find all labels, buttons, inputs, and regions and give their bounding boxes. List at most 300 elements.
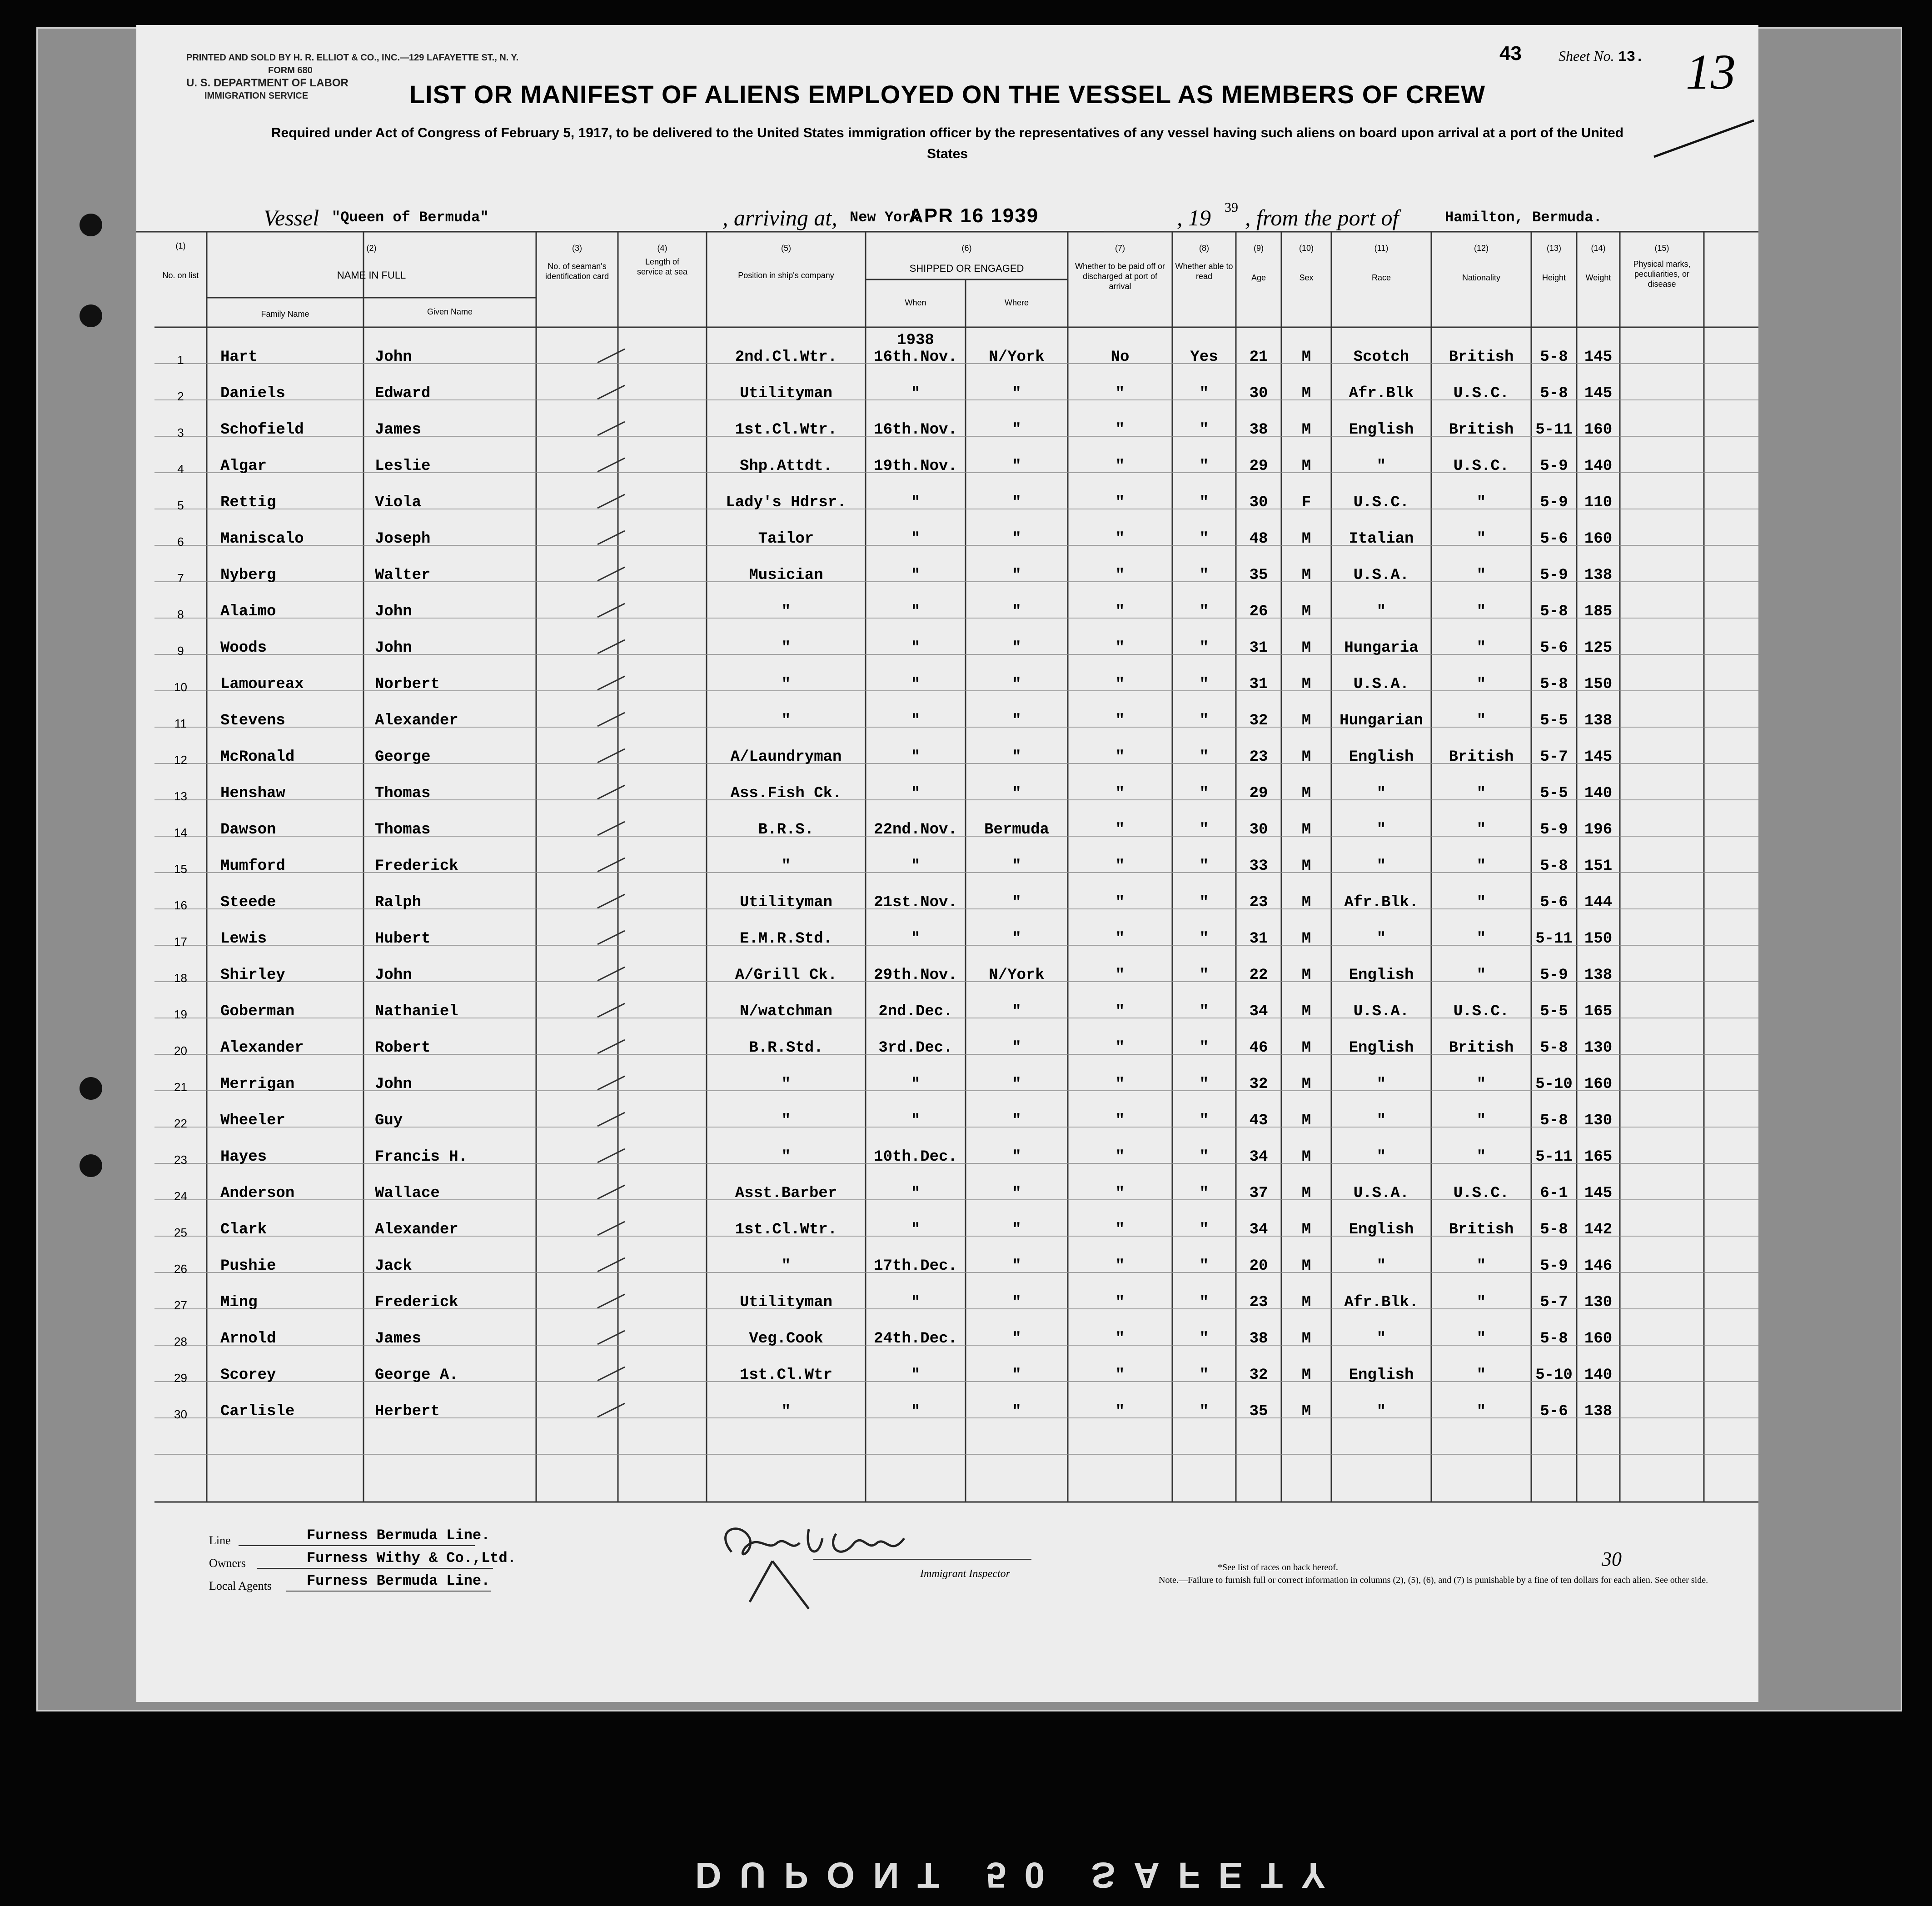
- agents-underline: [286, 1591, 491, 1592]
- check-mark: [595, 1001, 627, 1019]
- nationality: U.S.C.: [1453, 458, 1509, 475]
- sex: M: [1301, 676, 1311, 693]
- shipped-when: ": [911, 1403, 921, 1420]
- position: A/Grill Ck.: [735, 967, 837, 984]
- able-to-read: ": [1199, 603, 1209, 620]
- race: U.S.A.: [1353, 1003, 1409, 1020]
- sex: M: [1301, 930, 1311, 948]
- shipped-when: 19th.Nov.: [874, 458, 957, 475]
- row-number: 12: [174, 753, 187, 767]
- check-mark: [595, 710, 627, 728]
- able-to-read: ": [1199, 1076, 1209, 1093]
- row-number: 9: [177, 644, 184, 658]
- check-mark: [595, 565, 627, 583]
- race: English: [1349, 748, 1414, 766]
- col-10-num: (10): [1299, 244, 1314, 253]
- shipped-where: ": [1012, 1148, 1021, 1166]
- able-to-read: ": [1199, 1403, 1209, 1420]
- sex: M: [1301, 1148, 1311, 1166]
- given-name: Frederick: [375, 1294, 458, 1311]
- col-9-num: (9): [1254, 244, 1264, 253]
- sex: M: [1301, 858, 1311, 875]
- row-number: 28: [174, 1335, 187, 1348]
- row-number: 15: [174, 862, 187, 876]
- check-mark: [595, 747, 627, 765]
- given-name: John: [375, 967, 412, 984]
- sex: M: [1301, 748, 1311, 766]
- row-number: 21: [174, 1080, 187, 1094]
- able-to-read: ": [1199, 712, 1209, 729]
- col-6-num: (6): [961, 244, 972, 253]
- col-15-label: Physical marks, peculiarities, or disease: [1633, 259, 1691, 289]
- family-name: Goberman: [220, 1003, 295, 1020]
- shipped-where: ": [1012, 858, 1021, 875]
- col-6b-label: Where: [1004, 298, 1029, 307]
- age: 29: [1249, 785, 1268, 802]
- age: 48: [1249, 530, 1268, 548]
- position: 2nd.Cl.Wtr.: [735, 349, 837, 366]
- shipped-where: ": [1012, 494, 1021, 511]
- shipped-where: ": [1012, 385, 1021, 402]
- col-4-label: Length of service at sea: [637, 257, 688, 276]
- film-edge-marking: DUPONT 50 SAFETY: [695, 1855, 1344, 1896]
- paid-off: ": [1115, 530, 1125, 548]
- height: 5-9: [1540, 1257, 1568, 1275]
- weight: 142: [1584, 1221, 1613, 1238]
- able-to-read: ": [1199, 1221, 1209, 1238]
- department: U. S. DEPARTMENT OF LABOR: [186, 77, 349, 89]
- sex: M: [1301, 530, 1311, 548]
- position: ": [781, 1076, 791, 1093]
- nationality: U.S.C.: [1453, 385, 1509, 402]
- given-name: James: [375, 1330, 422, 1347]
- weight: 165: [1584, 1148, 1613, 1166]
- age: 23: [1249, 894, 1268, 911]
- family-name: Carlisle: [220, 1403, 295, 1420]
- col-5-label: Position in ship's company: [738, 271, 834, 280]
- position: Utilityman: [739, 1294, 833, 1311]
- paid-off: ": [1115, 748, 1125, 766]
- row-number: 25: [174, 1226, 187, 1239]
- race: English: [1349, 421, 1414, 439]
- weight: 138: [1584, 567, 1613, 584]
- sex: M: [1301, 567, 1311, 584]
- able-to-read: ": [1199, 1185, 1209, 1202]
- check-mark: [595, 419, 627, 438]
- check-mark: [595, 1256, 627, 1274]
- family-name: Wheeler: [220, 1112, 285, 1129]
- able-to-read: ": [1199, 458, 1209, 475]
- paid-off: ": [1115, 930, 1125, 948]
- row-number: 4: [177, 462, 184, 476]
- nationality: British: [1449, 1221, 1514, 1238]
- age: 34: [1249, 1148, 1268, 1166]
- nationality: ": [1476, 639, 1486, 657]
- race: U.S.A.: [1353, 1185, 1409, 1202]
- sex: M: [1301, 1039, 1311, 1057]
- position: ": [781, 639, 791, 657]
- given-name: Edward: [375, 385, 431, 402]
- age: 35: [1249, 567, 1268, 584]
- age: 29: [1249, 458, 1268, 475]
- given-name: Ralph: [375, 894, 422, 911]
- year-1938: 1938: [897, 332, 934, 349]
- shipped-where: ": [1012, 930, 1021, 948]
- shipped-when: 3rd.Dec.: [878, 1039, 953, 1057]
- position: Veg.Cook: [749, 1330, 823, 1347]
- family-name: Ming: [220, 1294, 258, 1311]
- race: U.S.A.: [1353, 676, 1409, 693]
- paid-off: ": [1115, 785, 1125, 802]
- age: 43: [1249, 1112, 1268, 1129]
- col-2a-label: Family Name: [261, 309, 309, 319]
- able-to-read: ": [1199, 385, 1209, 402]
- position: Utilityman: [739, 385, 833, 402]
- check-mark: [595, 1328, 627, 1347]
- height: 5-8: [1540, 385, 1568, 402]
- position: 1st.Cl.Wtr.: [735, 421, 837, 439]
- check-mark: [595, 1401, 627, 1419]
- check-mark: [595, 819, 627, 838]
- owners-underline: [257, 1568, 493, 1569]
- paid-off: ": [1115, 1185, 1125, 1202]
- penalty-note: Note.—Failure to furnish full or correct information in columns (2), (5), (6), and (7) is punishable by a fine of ten dollars for each alien. See other side.: [1159, 1575, 1708, 1585]
- position: ": [781, 1403, 791, 1420]
- paid-off: ": [1115, 821, 1125, 838]
- shipped-where: ": [1012, 1003, 1021, 1020]
- nationality: ": [1476, 676, 1486, 693]
- nationality: British: [1449, 421, 1514, 439]
- age: 37: [1249, 1185, 1268, 1202]
- shipped-when: ": [911, 567, 921, 584]
- race: ": [1376, 1148, 1386, 1166]
- paid-off: ": [1115, 1076, 1125, 1093]
- age: 26: [1249, 603, 1268, 620]
- family-name: Mumford: [220, 858, 285, 875]
- weight: 160: [1584, 1076, 1613, 1093]
- height: 5-8: [1540, 1039, 1568, 1057]
- family-name: Alexander: [220, 1039, 304, 1057]
- row-number: 16: [174, 898, 187, 912]
- shipped-when: ": [911, 785, 921, 802]
- row-number: 2: [177, 389, 184, 403]
- check-mark: [595, 492, 627, 510]
- given-name: Viola: [375, 494, 422, 511]
- nationality: ": [1476, 821, 1486, 838]
- able-to-read: ": [1199, 1112, 1209, 1129]
- weight: 145: [1584, 385, 1613, 402]
- shipped-where: ": [1012, 748, 1021, 766]
- nationality: ": [1476, 1112, 1486, 1129]
- family-name: Nyberg: [220, 567, 276, 584]
- position: B.R.Std.: [749, 1039, 823, 1057]
- check-mark: [595, 1219, 627, 1237]
- family-name: Daniels: [220, 385, 285, 402]
- family-name: Clark: [220, 1221, 267, 1238]
- paid-off: ": [1115, 458, 1125, 475]
- paid-off: ": [1115, 894, 1125, 911]
- given-name: John: [375, 603, 412, 620]
- able-to-read: Yes: [1190, 349, 1218, 366]
- shipped-where: ": [1012, 458, 1021, 475]
- age: 22: [1249, 967, 1268, 984]
- age: 21: [1249, 349, 1268, 366]
- family-name: Pushie: [220, 1257, 276, 1275]
- sex: M: [1301, 385, 1311, 402]
- inspector-label: Immigrant Inspector: [920, 1568, 1010, 1580]
- race: Hungaria: [1344, 639, 1419, 657]
- age: 38: [1249, 1330, 1268, 1347]
- shipped-where: ": [1012, 894, 1021, 911]
- paid-off: ": [1115, 967, 1125, 984]
- sex: M: [1301, 967, 1311, 984]
- family-name: Henshaw: [220, 785, 285, 802]
- race: ": [1376, 858, 1386, 875]
- row-number: 29: [174, 1371, 187, 1385]
- row-number: 1: [177, 353, 184, 367]
- sex: M: [1301, 1185, 1311, 1202]
- age: 31: [1249, 930, 1268, 948]
- able-to-read: ": [1199, 421, 1209, 439]
- given-name: Nathaniel: [375, 1003, 458, 1020]
- service: IMMIGRATION SERVICE: [204, 91, 309, 101]
- paid-off: ": [1115, 1403, 1125, 1420]
- col-5-num: (5): [781, 244, 791, 253]
- height: 5-6: [1540, 894, 1568, 911]
- shipped-where: Bermuda: [984, 821, 1049, 838]
- weight: 130: [1584, 1112, 1613, 1129]
- able-to-read: ": [1199, 785, 1209, 802]
- shipped-when: ": [911, 748, 921, 766]
- paid-off: ": [1115, 567, 1125, 584]
- age: 34: [1249, 1003, 1268, 1020]
- row-number: 6: [177, 535, 184, 549]
- inspector-signature: [704, 1511, 941, 1620]
- vessel-label: Vessel: [264, 205, 319, 230]
- row-number: 18: [174, 971, 187, 985]
- family-name: Arnold: [220, 1330, 276, 1347]
- shipped-where: ": [1012, 603, 1021, 620]
- shipped-when: ": [911, 385, 921, 402]
- position: Tailor: [758, 530, 814, 548]
- age: 32: [1249, 712, 1268, 729]
- shipped-when: ": [911, 1294, 921, 1311]
- shipped-when: 16th.Nov.: [874, 349, 957, 366]
- able-to-read: ": [1199, 530, 1209, 548]
- shipped-where: ": [1012, 712, 1021, 729]
- paid-off: ": [1115, 1221, 1125, 1238]
- shipped-when: 16th.Nov.: [874, 421, 957, 439]
- nationality: ": [1476, 785, 1486, 802]
- family-name: Anderson: [220, 1185, 295, 1202]
- col-6a-label: When: [905, 298, 926, 307]
- given-name: John: [375, 639, 412, 657]
- check-mark: [595, 347, 627, 365]
- able-to-read: ": [1199, 567, 1209, 584]
- check-mark: [595, 1147, 627, 1165]
- sex: M: [1301, 458, 1311, 475]
- col-14-num: (14): [1591, 244, 1606, 253]
- col-8-num: (8): [1199, 244, 1209, 253]
- weight: 140: [1584, 1367, 1613, 1384]
- given-name: James: [375, 421, 422, 439]
- nationality: ": [1476, 1367, 1486, 1384]
- paid-off: ": [1115, 858, 1125, 875]
- race: Afr.Blk.: [1344, 894, 1419, 911]
- family-name: Steede: [220, 894, 276, 911]
- age: 35: [1249, 1403, 1268, 1420]
- height: 5-5: [1540, 785, 1568, 802]
- line-underline: [239, 1545, 475, 1546]
- position: A/Laundryman: [730, 748, 842, 766]
- position: ": [781, 676, 791, 693]
- sex: M: [1301, 1367, 1311, 1384]
- given-name: Leslie: [375, 458, 431, 475]
- check-mark: [595, 1110, 627, 1128]
- weight: 145: [1584, 349, 1613, 366]
- sex: F: [1301, 494, 1311, 511]
- height: 5-8: [1540, 603, 1568, 620]
- row-number: 24: [174, 1189, 187, 1203]
- row-number: 11: [174, 717, 187, 730]
- sheet-label: Sheet No.: [1559, 48, 1614, 64]
- shipped-when: ": [911, 1185, 921, 1202]
- weight: 165: [1584, 1003, 1613, 1020]
- row-number: 19: [174, 1008, 187, 1021]
- nationality: British: [1449, 349, 1514, 366]
- height: 5-6: [1540, 1403, 1568, 1420]
- year-value: 39: [1225, 200, 1238, 215]
- height: 5-8: [1540, 858, 1568, 875]
- race: ": [1376, 1076, 1386, 1093]
- position: N/watchman: [739, 1003, 833, 1020]
- position: Asst.Barber: [735, 1185, 837, 1202]
- paid-off: ": [1115, 421, 1125, 439]
- weight: 138: [1584, 712, 1613, 729]
- sex: M: [1301, 349, 1311, 366]
- nationality: ": [1476, 1330, 1486, 1347]
- shipped-when: ": [911, 530, 921, 548]
- nationality: ": [1476, 1403, 1486, 1420]
- paid-off: ": [1115, 385, 1125, 402]
- shipped-where: ": [1012, 1185, 1021, 1202]
- shipped-when: ": [911, 1221, 921, 1238]
- family-name: Scorey: [220, 1367, 276, 1384]
- agents-label: Local Agents: [209, 1579, 272, 1592]
- paid-off: ": [1115, 1112, 1125, 1129]
- row-number: 23: [174, 1153, 187, 1167]
- race: English: [1349, 967, 1414, 984]
- footnote: [1159, 1561, 1727, 1587]
- weight: 196: [1584, 821, 1613, 838]
- nationality: ": [1476, 494, 1486, 511]
- col-9-label: Age: [1251, 273, 1266, 282]
- shipped-when: ": [911, 712, 921, 729]
- race: English: [1349, 1367, 1414, 1384]
- weight: 110: [1584, 494, 1613, 511]
- weight: 140: [1584, 785, 1613, 802]
- race: ": [1376, 458, 1386, 475]
- given-name: Jack: [375, 1257, 412, 1275]
- weight: 150: [1584, 930, 1613, 948]
- able-to-read: ": [1199, 676, 1209, 693]
- paid-off: ": [1115, 603, 1125, 620]
- age: 38: [1249, 421, 1268, 439]
- paid-off: ": [1115, 1330, 1125, 1347]
- age: 33: [1249, 858, 1268, 875]
- position: 1st.Cl.Wtr.: [735, 1221, 837, 1238]
- nationality: ": [1476, 858, 1486, 875]
- height: 5-7: [1540, 1294, 1568, 1311]
- sex: M: [1301, 639, 1311, 657]
- height: 5-8: [1540, 1112, 1568, 1129]
- nationality: ": [1476, 1294, 1486, 1311]
- age: 30: [1249, 385, 1268, 402]
- given-name: John: [375, 349, 412, 366]
- age: 23: [1249, 1294, 1268, 1311]
- check-mark: [595, 1292, 627, 1310]
- col-8-label: Whether able to read: [1175, 262, 1233, 281]
- col-13-label: Height: [1542, 273, 1566, 282]
- height: 5-9: [1540, 494, 1568, 511]
- age: 20: [1249, 1257, 1268, 1275]
- weight: 150: [1584, 676, 1613, 693]
- weight: 185: [1584, 603, 1613, 620]
- row-number: 17: [174, 935, 187, 948]
- shipped-when: ": [911, 1367, 921, 1384]
- able-to-read: ": [1199, 748, 1209, 766]
- able-to-read: ": [1199, 967, 1209, 984]
- race: ": [1376, 603, 1386, 620]
- paid-off: ": [1115, 712, 1125, 729]
- shipped-where: ": [1012, 1403, 1021, 1420]
- given-name: Guy: [375, 1112, 403, 1129]
- nationality: U.S.C.: [1453, 1003, 1509, 1020]
- nationality: ": [1476, 1257, 1486, 1275]
- binder-hole: [80, 1154, 102, 1177]
- position: E.M.R.Std.: [739, 930, 833, 948]
- age: 31: [1249, 639, 1268, 657]
- check-mark: [595, 674, 627, 692]
- agents-value: Furness Bermuda Line.: [307, 1572, 490, 1589]
- sex: M: [1301, 1294, 1311, 1311]
- nationality: ": [1476, 530, 1486, 548]
- nationality: ": [1476, 967, 1486, 984]
- paid-off: ": [1115, 1257, 1125, 1275]
- check-mark: [595, 856, 627, 874]
- manifest-sheet: [136, 25, 1758, 1702]
- shipped-where: ": [1012, 639, 1021, 657]
- position: ": [781, 603, 791, 620]
- race: Scotch: [1353, 349, 1409, 366]
- paid-off: ": [1115, 494, 1125, 511]
- race: English: [1349, 1039, 1414, 1057]
- family-name: Maniscalo: [220, 530, 304, 548]
- page-title: LIST OR MANIFEST OF ALIENS EMPLOYED ON THE VESSEL AS MEMBERS OF CREW: [409, 80, 1486, 109]
- family-name: Shirley: [220, 967, 285, 984]
- row-number: 7: [177, 571, 184, 585]
- shipped-where: ": [1012, 1294, 1021, 1311]
- height: 5-9: [1540, 821, 1568, 838]
- col-12-label: Nationality: [1462, 273, 1501, 282]
- col-1-number: (1): [175, 241, 186, 250]
- col-15-num: (15): [1654, 244, 1669, 253]
- race: U.S.A.: [1353, 567, 1409, 584]
- check-mark: [595, 965, 627, 983]
- nationality: British: [1449, 1039, 1514, 1057]
- col-1-label: No. on list: [162, 271, 199, 280]
- row-number: 26: [174, 1262, 187, 1276]
